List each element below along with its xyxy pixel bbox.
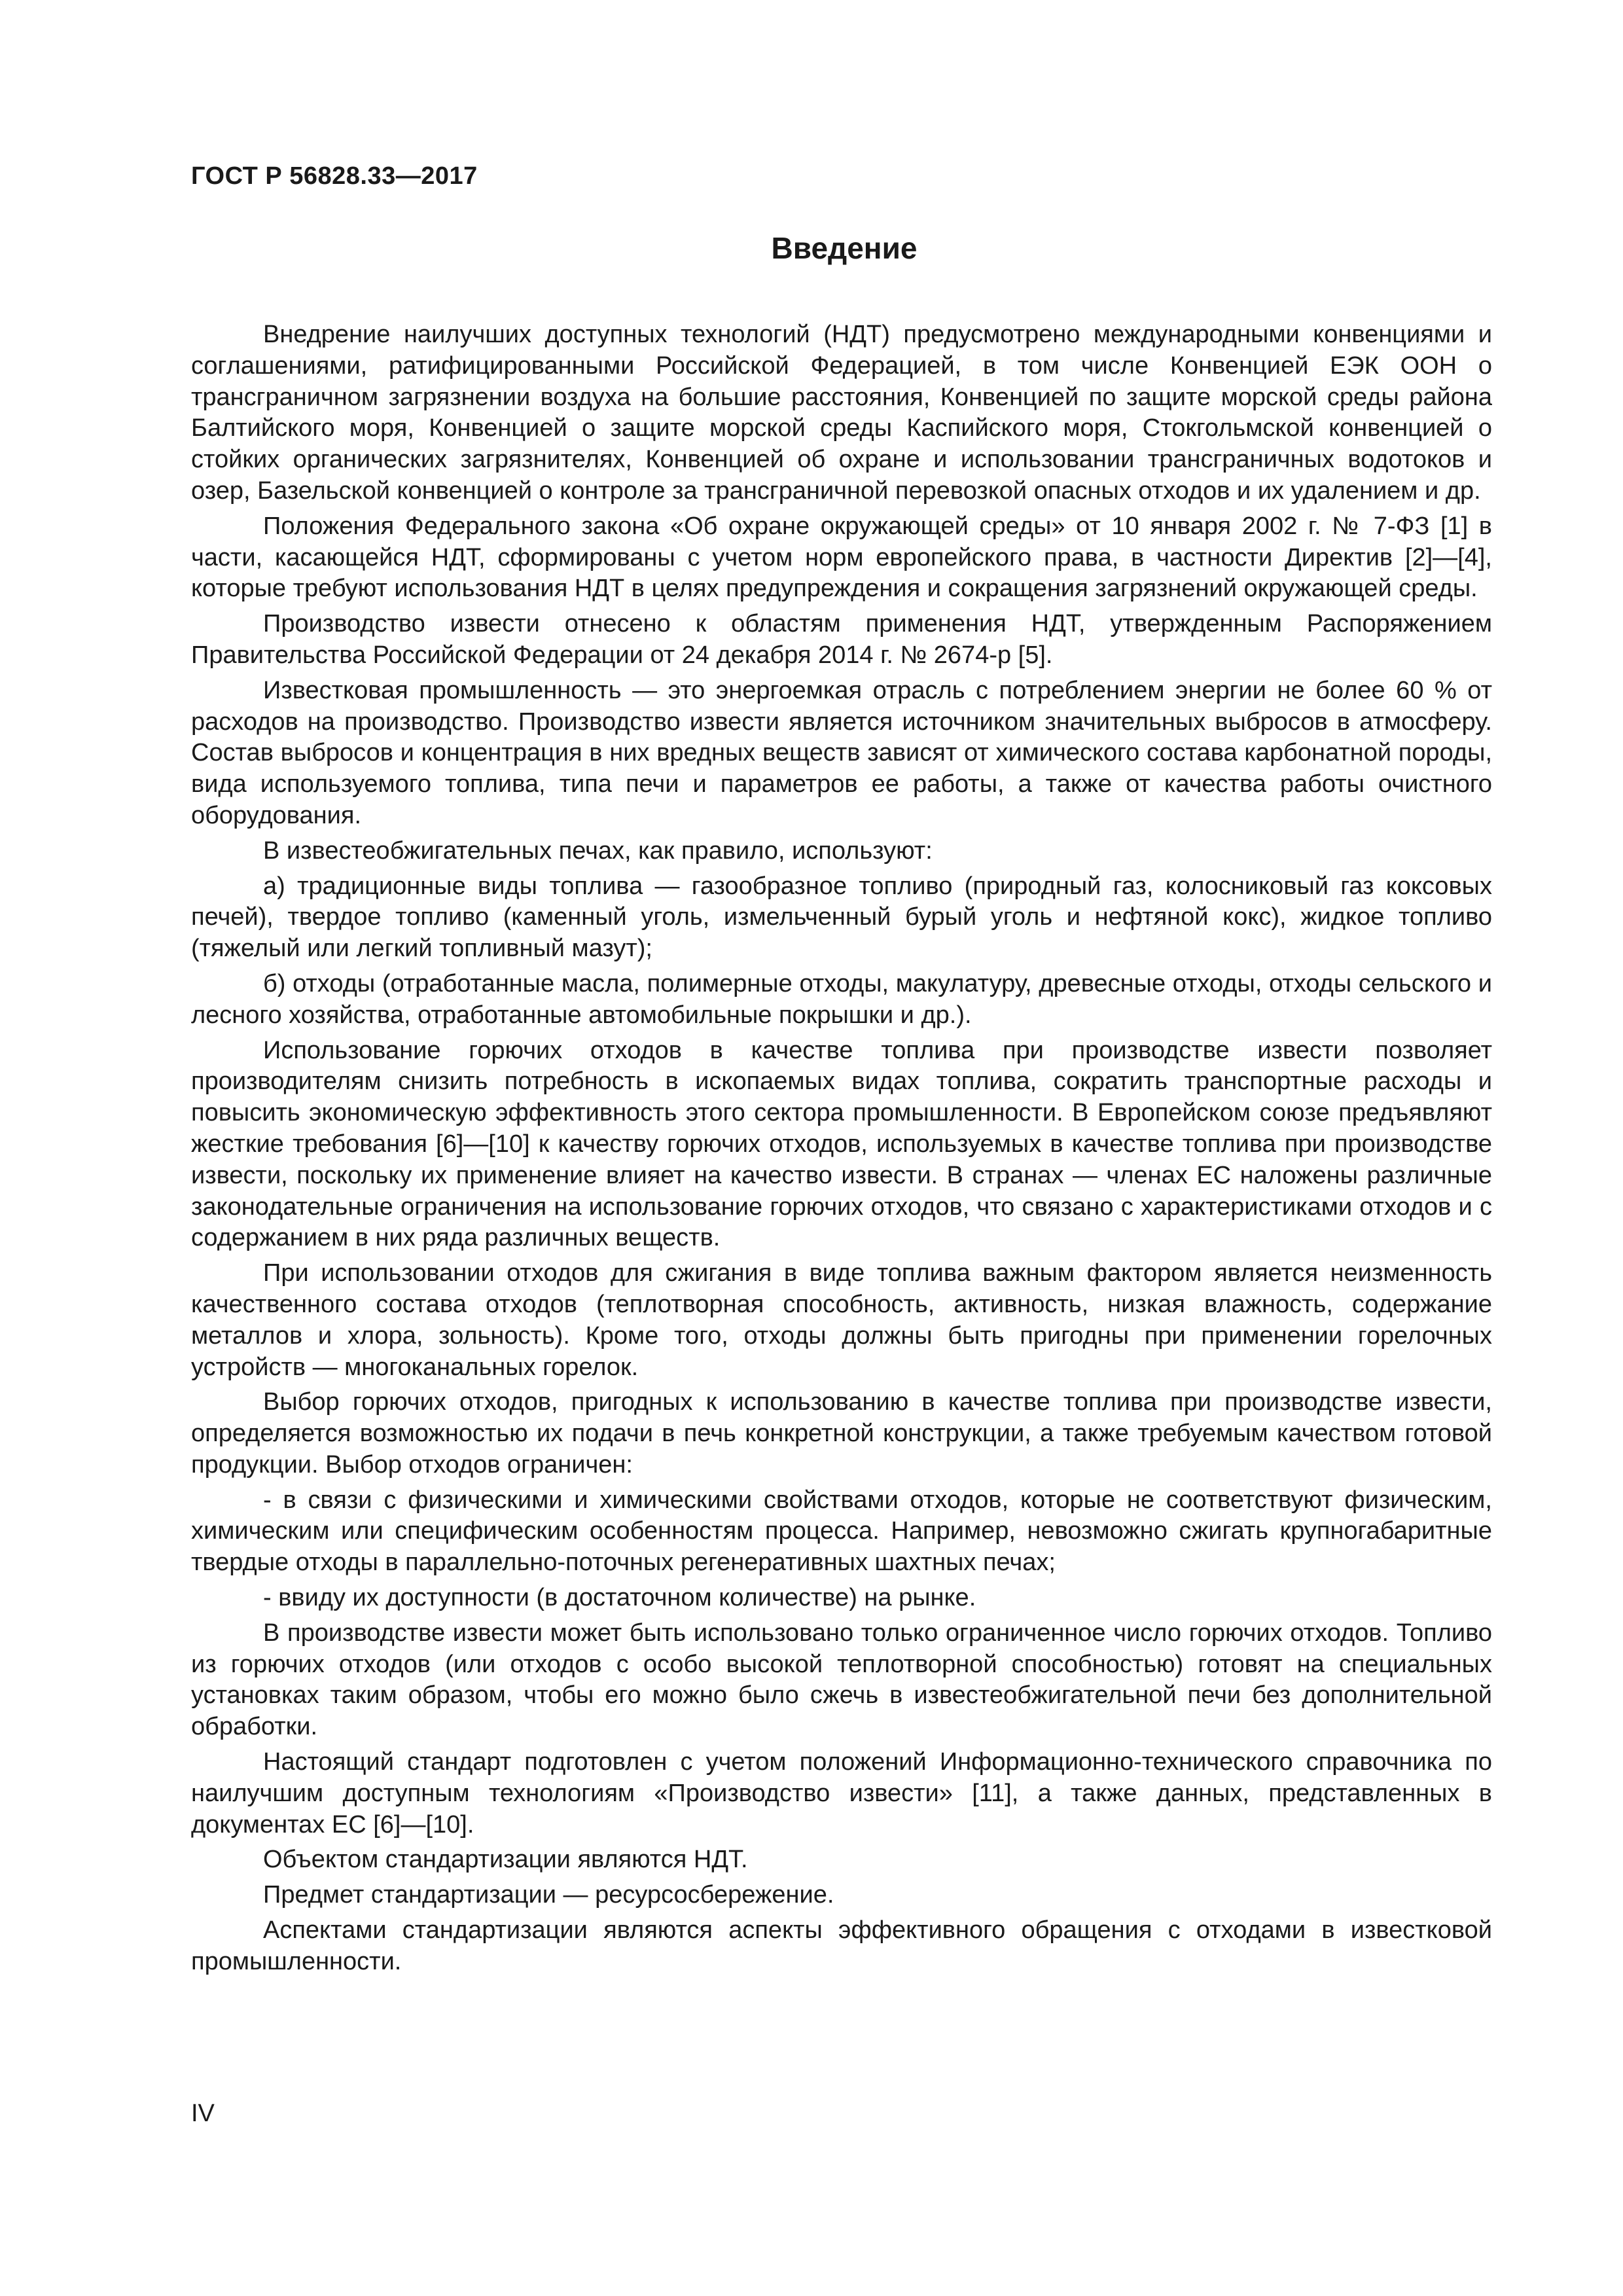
list-item: а) традиционные виды топлива — газообразное топливо (природный газ, колосниковый газ коксовых печей), твердое топливо (каменный уголь, измельченный бурый уголь и нефтяной кокс), жидкое топливо (тяжелый или легкий топливный мазут); — [191, 872, 1492, 963]
paragraph: Выбор горючих отходов, пригодных к использованию в качестве топлива при производстве извести, определяется возможностью их подачи в печь конкретной конструкции, а также требуемым качеством готовой продукции. Выбор отходов ограничен: — [191, 1388, 1492, 1479]
paragraph: Объектом стандартизации являются НДТ. — [263, 1846, 748, 1874]
paragraph: Внедрение наилучших доступных технологий (НДТ) предусмотрено международными конвенциями и соглашениями, ратифицированными Российской Федерацией, в том числе Конвенцией ЕЭК ООН о трансграничном загрязнении воздуха на большие расстояния, Конвенцией по защите морской среды района Балтийского моря, Конвенцией о защите морской среды Каспийского моря, Стокгольмской конвенцией о стойких органических загрязнителях, Конвенцией об охране и использовании трансграничных водотоков и озер, Базельской конвенцией о контроле за трансграничной перевозкой опасных отходов и их удалением и др. — [191, 321, 1492, 505]
paragraph: При использовании отходов для сжигания в виде топлива важным фактором является неизменность качественного состава отходов (теплотворная способность, активность, низкая влажность, содержание металлов и хлора, зольность). Кроме того, отходы должны быть пригодны при применении горелочных устройств — многоканальных горелок. — [191, 1259, 1492, 1381]
body-text — [191, 319, 1492, 1982]
paragraph: Использование горючих отходов в качестве топлива при производстве извести позволяет производителям снизить потребность в ископаемых видах топлива, сократить транспортные расходы и повысить экономическую эффективность этого сектора промышленности. В Европейском союзе предъявляют жесткие требования [6]—[10] к качеству горючих отходов, используемых в качестве топлива при производстве извести, поскольку их применение влияет на качество извести. В странах — членах ЕС наложены различные законодательные ограничения на использование горючих отходов, что связано с характеристиками отходов и с содержанием в них ряда различных веществ. — [191, 1036, 1492, 1252]
paragraph: В известеобжигательных печах, как правило, используют: — [263, 836, 933, 865]
section-title: Введение — [771, 231, 918, 265]
list-item: б) отходы (отработанные масла, полимерные отходы, макулатуру, древесные отходы, отходы сельского и лесного хозяйства, отработанные автомобильные покрышки и др.). — [191, 969, 1492, 1029]
paragraph: Аспектами стандартизации являются аспекты эффективного обращения с отходами в известковой промышленности. — [191, 1916, 1492, 1975]
list-item: - ввиду их доступности (в достаточном количестве) на рынке. — [263, 1584, 976, 1612]
list-item: - в связи с физическими и химическими свойствами отходов, которые не соответствуют физическим, химическим или специфическим особенностям процесса. Например, невозможно сжигать крупногабаритные твердые отходы в параллельно-поточных регенеративных шахтных печах; — [191, 1486, 1492, 1577]
paragraph: Положения Федерального закона «Об охране окружающей среды» от 10 января 2002 г. № 7-ФЗ [1] в части, касающейся НДТ, сформированы с учетом норм европейского права, в частности Директив [2]—[4], которые требуют использования НДТ в целях предупреждения и сокращения загрязнений окружающей среды. — [191, 512, 1492, 603]
page-number: IV — [191, 2100, 215, 2127]
paragraph: Производство извести отнесено к областям применения НДТ, утвержденным Распоряжением Правительства Российской Федерации от 24 декабря 2014 г. № 2674-р [5]. — [191, 610, 1492, 669]
paragraph: Известковая промышленность — это энергоемкая отрасль с потреблением энергии не более 60 % от расходов на производство. Производство извести является источником значительных выбросов в атмосферу. Состав выбросов и концентрация в них вредных веществ зависят от химического состава карбонатной породы, вида используемого топлива, типа печи и параметров ее работы, а также от качества работы очистного оборудования. — [191, 676, 1492, 829]
paragraph: Предмет стандартизации — ресурсосбережение. — [263, 1881, 834, 1909]
paragraph: В производстве извести может быть использовано только ограниченное число горючих отходов. Топливо из горючих отходов (или отходов с особо высокой теплотворной способностью) готовят на специальных установках таким образом, чтобы его можно было сжечь в известеобжигательной печи без дополнительной обработки. — [191, 1619, 1492, 1741]
document-code: ГОСТ Р 56828.33—2017 — [191, 162, 478, 190]
paragraph: Настоящий стандарт подготовлен с учетом положений Информационно-технического справочника по наилучшим доступным технологиям «Производство извести» [11], а также данных, представленных в документах ЕС [6]—[10]. — [191, 1748, 1492, 1839]
